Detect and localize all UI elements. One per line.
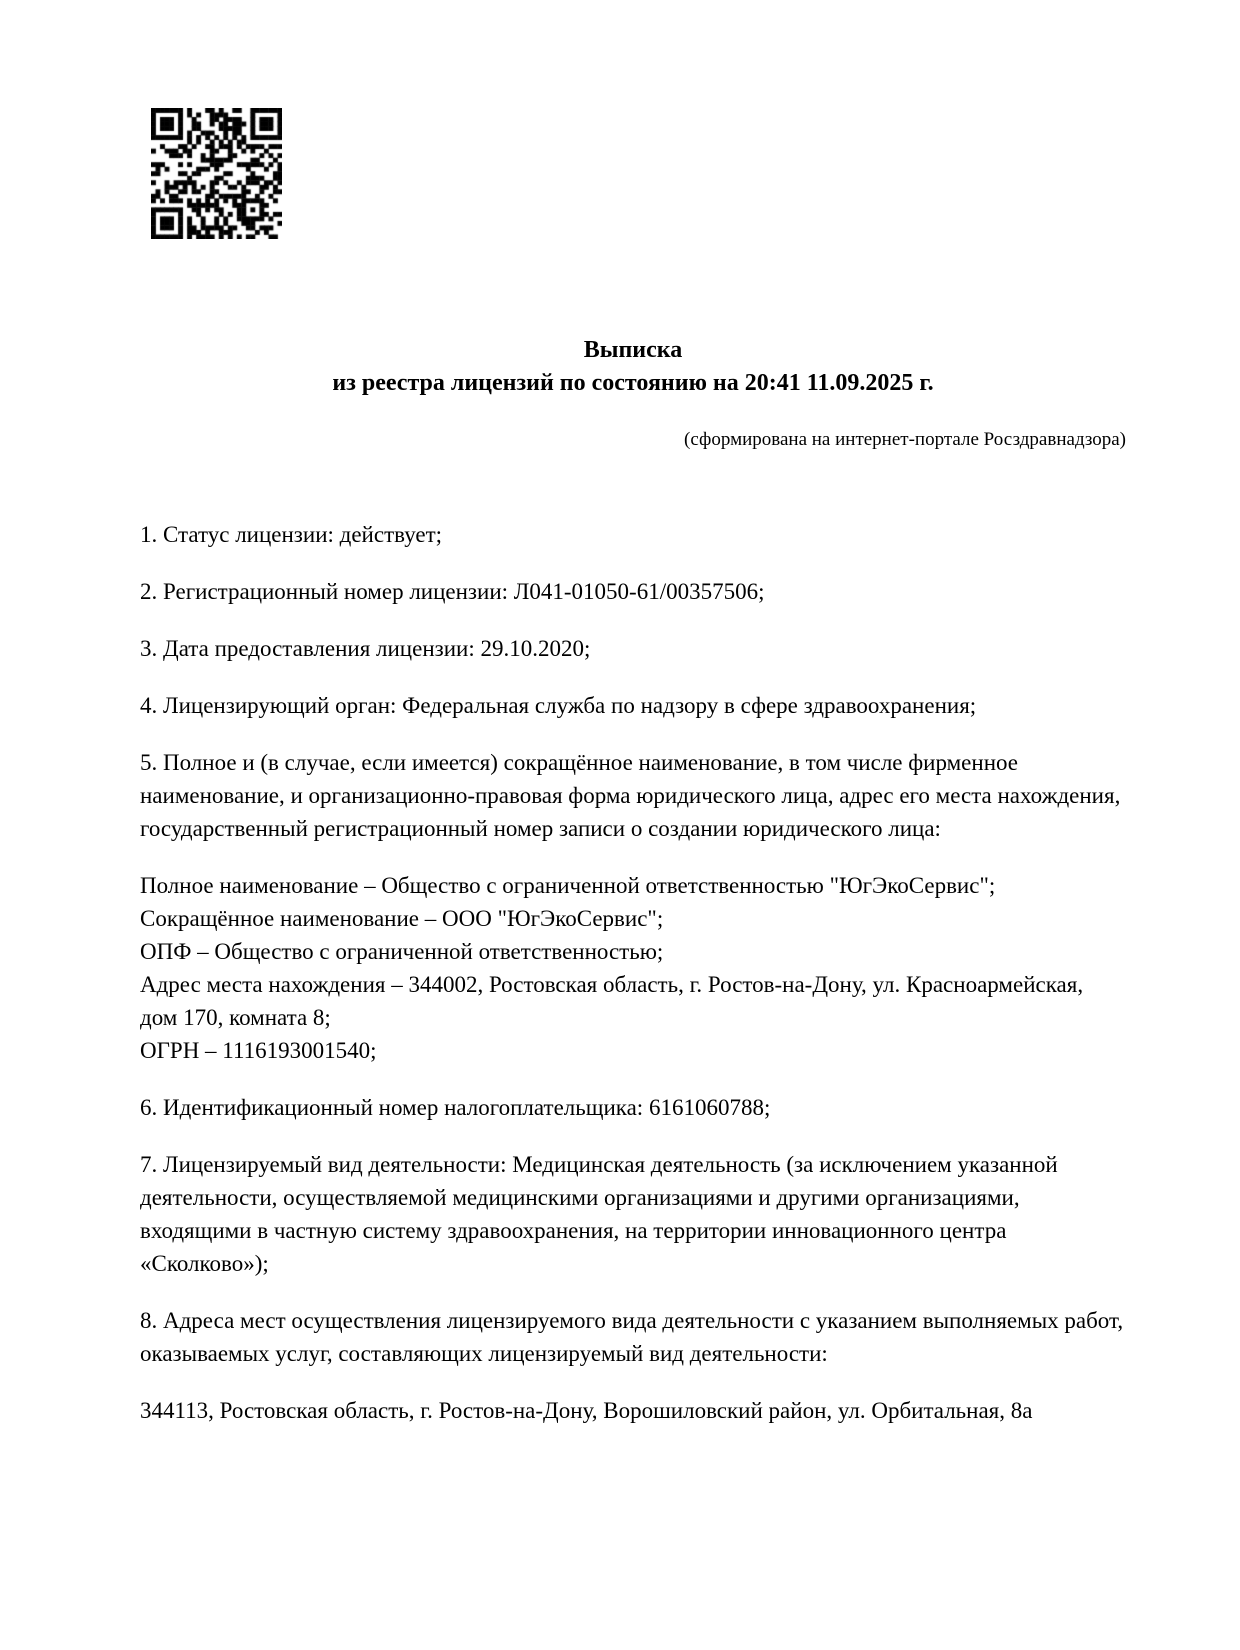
paragraph-1 (140, 518, 1126, 551)
paragraph-5 (140, 746, 1126, 845)
text-line: Полное наименование – Общество с ограниченной ответственностью "ЮгЭкоСервис"; (140, 873, 996, 898)
text-line: 4. Лицензирующий орган: Федеральная служба по надзору в сфере здравоохранения; (140, 693, 977, 718)
paragraph-7 (140, 1091, 1126, 1124)
paragraph-8 (140, 1148, 1126, 1280)
text-line: 344113, Ростовская область, г. Ростов-на-Дону, Ворошиловский район, ул. Орбитальная, 8а (140, 1398, 1033, 1423)
text-line: ОПФ – Общество с ограниченной ответственностью; (140, 939, 664, 964)
paragraph-4 (140, 689, 1126, 722)
paragraph-2 (140, 575, 1126, 608)
document-title (140, 334, 1126, 400)
text-line: 3. Дата предоставления лицензии: 29.10.2020; (140, 636, 591, 661)
text-line: 5. Полное и (в случае, если имеется) сокращённое наименование, в том числе фирменное наименование, и организационно-правовая форма юридического лица, адрес его места нахождения, государственный регистрационный номер записи о создании юридического лица: (140, 750, 1121, 841)
text-line: 8. Адреса мест осуществления лицензируемого вида деятельности с указанием выполняемых работ, оказываемых услуг, составляющих лицензируемый вид деятельности: (140, 1308, 1124, 1366)
document-body (140, 518, 1126, 1427)
text-line: 6. Идентификационный номер налогоплательщика: 6161060788; (140, 1095, 771, 1120)
document-title-line2: из реестра лицензий по состоянию на 20:41 11.09.2025 г. (332, 370, 934, 396)
text-line: Сокращённое наименование – ООО "ЮгЭкоСервис"; (140, 906, 664, 931)
text-line: 7. Лицензируемый вид деятельности: Медицинская деятельность (за исключением указанной деятельности, осуществляемой медицинскими организациями и другими организациями, входящими в частную систему здравоохранения, на территории инновационного центра «Сколково»); (140, 1152, 1058, 1276)
document-subtitle: (сформирована на интернет-портале Росздравнадзора) (684, 429, 1126, 450)
text-line: 1. Статус лицензии: действует; (140, 522, 443, 547)
text-line: 2. Регистрационный номер лицензии: Л041-01050-61/00357506; (140, 579, 765, 604)
qr-code-icon (151, 108, 282, 239)
paragraph-3 (140, 632, 1126, 665)
document-title-line1: Выписка (583, 337, 683, 363)
paragraph-9 (140, 1304, 1126, 1370)
paragraph-6 (140, 869, 1126, 1067)
paragraph-10 (140, 1394, 1126, 1427)
text-line: ОГРН – 1116193001540; (140, 1038, 377, 1063)
text-line: Адрес места нахождения – 344002, Ростовская область, г. Ростов-на-Дону, ул. Красноармейская, дом 170, комната 8; (140, 972, 1084, 1030)
